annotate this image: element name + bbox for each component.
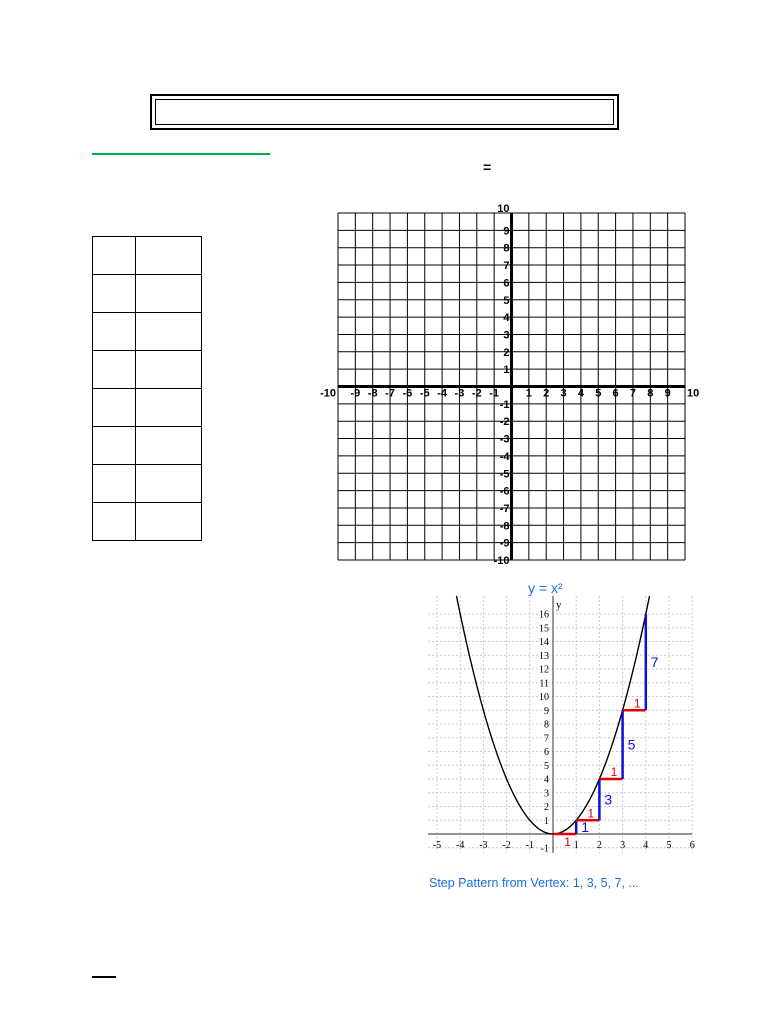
y-tick-label: 14 — [539, 637, 549, 648]
x-tick-label: 6 — [612, 387, 619, 400]
y-tick-label: 8 — [503, 242, 510, 255]
y-tick-label: 10 — [539, 692, 549, 703]
y-tick-label: -9 — [499, 537, 510, 550]
table-row — [93, 427, 202, 465]
y-tick-label: 16 — [539, 609, 549, 621]
x-tick-label: 8 — [647, 387, 654, 400]
step-run-label: 1 — [587, 806, 595, 821]
y-tick-label: -8 — [499, 520, 510, 533]
y-tick-label: 7 — [544, 733, 549, 745]
y-cell[interactable] — [136, 389, 202, 427]
table-row — [93, 313, 202, 351]
table-row — [93, 389, 202, 427]
coordinate-grid — [312, 200, 700, 567]
y-tick-label: 3 — [503, 329, 510, 342]
x-tick-label: -4 — [437, 387, 447, 400]
y-tick-label: 6 — [544, 747, 549, 758]
x-tick-label: -4 — [456, 840, 465, 851]
x-tick-label: -7 — [385, 387, 395, 400]
y-tick-label: 11 — [539, 678, 549, 690]
y-tick-label: 2 — [503, 346, 510, 359]
y-tick-label: 2 — [544, 802, 549, 813]
y-cell[interactable] — [136, 313, 202, 351]
y-cell[interactable] — [136, 237, 202, 275]
step-rise-label: 3 — [604, 791, 613, 808]
y-tick-label: 3 — [544, 788, 549, 800]
y-cell[interactable] — [136, 275, 202, 313]
x-tick-label: 3 — [560, 387, 567, 400]
y-tick-label: -5 — [499, 468, 510, 481]
y-tick-label: 6 — [503, 277, 510, 290]
bottom-dash — [92, 976, 116, 978]
y-tick-label: 12 — [539, 664, 549, 676]
x-tick-label: -3 — [454, 387, 465, 400]
table-row — [93, 237, 202, 275]
x-tick-label: 2 — [543, 387, 550, 400]
equal-sign: = — [483, 159, 492, 175]
x-tick-label: -1 — [525, 840, 534, 851]
x-tick-label: 1 — [525, 387, 532, 400]
table-row — [93, 503, 202, 541]
x-tick-label: -1 — [489, 387, 500, 400]
parabola-chart — [420, 578, 700, 900]
table-row — [93, 275, 202, 313]
step-rise-label: 1 — [581, 819, 589, 836]
y-tick-label: 8 — [544, 719, 549, 731]
y-cell[interactable] — [136, 351, 202, 389]
step-run-label: 1 — [610, 765, 618, 779]
y-tick-label: 4 — [544, 774, 549, 786]
x-cell[interactable] — [93, 351, 136, 389]
x-tick-label: 6 — [689, 840, 695, 851]
x-tick-label: 5 — [595, 387, 602, 400]
name-underline — [92, 153, 270, 155]
x-cell[interactable] — [93, 465, 136, 503]
y-tick-label: -1 — [540, 843, 549, 855]
x-tick-label: -8 — [367, 387, 378, 400]
x-tick-label: 1 — [573, 840, 579, 851]
y-tick-label: 10 — [497, 203, 510, 215]
step-run-label: 1 — [564, 835, 571, 849]
x-tick-label: -5 — [419, 387, 430, 400]
y-tick-label: -1 — [499, 398, 510, 411]
y-tick-label: -2 — [499, 416, 510, 429]
y-tick-label: -10 — [493, 555, 510, 567]
step-rise-label: 7 — [650, 654, 659, 671]
x-tick-label: 4 — [577, 387, 584, 400]
x-cell[interactable] — [93, 237, 136, 275]
y-tick-label: 13 — [539, 650, 549, 662]
y-tick-label: -6 — [499, 485, 510, 498]
x-cell[interactable] — [93, 389, 136, 427]
y-tick-label: 1 — [503, 364, 510, 377]
x-cell[interactable] — [93, 313, 136, 351]
x-tick-label: -10 — [320, 387, 336, 400]
y-tick-label: 4 — [503, 312, 510, 325]
y-tick-label: 5 — [503, 294, 510, 307]
y-tick-label: 5 — [544, 760, 549, 772]
x-tick-label: 3 — [620, 840, 626, 851]
chart-title: y = x² — [528, 580, 563, 596]
x-tick-label: 5 — [666, 840, 672, 851]
y-tick-label: 9 — [544, 705, 549, 717]
y-cell[interactable] — [136, 427, 202, 465]
y-tick-label: 15 — [539, 623, 549, 635]
y-tick-label: -4 — [499, 450, 510, 463]
title-box — [150, 94, 619, 130]
xy-table — [92, 236, 202, 541]
x-tick-label: 7 — [629, 387, 637, 400]
title-box-inner-border — [155, 99, 614, 125]
x-tick-label: -2 — [502, 840, 511, 851]
x-cell[interactable] — [93, 503, 136, 541]
chart-caption: Step Pattern from Vertex: 1, 3, 5, 7, ... — [429, 876, 639, 890]
step-run-label: 1 — [633, 696, 641, 711]
x-tick-label: -9 — [350, 387, 361, 400]
y-cell[interactable] — [136, 503, 202, 541]
y-tick-label: 7 — [503, 260, 510, 273]
step-rise-label: 5 — [627, 736, 636, 753]
x-tick-label: -6 — [402, 387, 413, 400]
x-cell[interactable] — [93, 275, 136, 313]
y-axis-label: y — [556, 599, 562, 611]
x-tick-label: -3 — [479, 840, 488, 851]
x-tick-label: -2 — [471, 387, 482, 400]
y-cell[interactable] — [136, 465, 202, 503]
x-tick-label: 10 — [687, 387, 700, 400]
x-tick-label: 9 — [664, 387, 671, 400]
y-tick-label: -7 — [499, 502, 510, 515]
y-tick-label: 1 — [544, 815, 549, 827]
table-row — [93, 465, 202, 503]
x-cell[interactable] — [93, 427, 136, 465]
y-tick-label: -3 — [499, 433, 510, 446]
x-tick-label: -5 — [432, 840, 442, 851]
x-tick-label: 4 — [643, 840, 649, 851]
y-tick-label: 9 — [503, 225, 510, 238]
table-row — [93, 351, 202, 389]
x-tick-label: 2 — [596, 840, 602, 851]
